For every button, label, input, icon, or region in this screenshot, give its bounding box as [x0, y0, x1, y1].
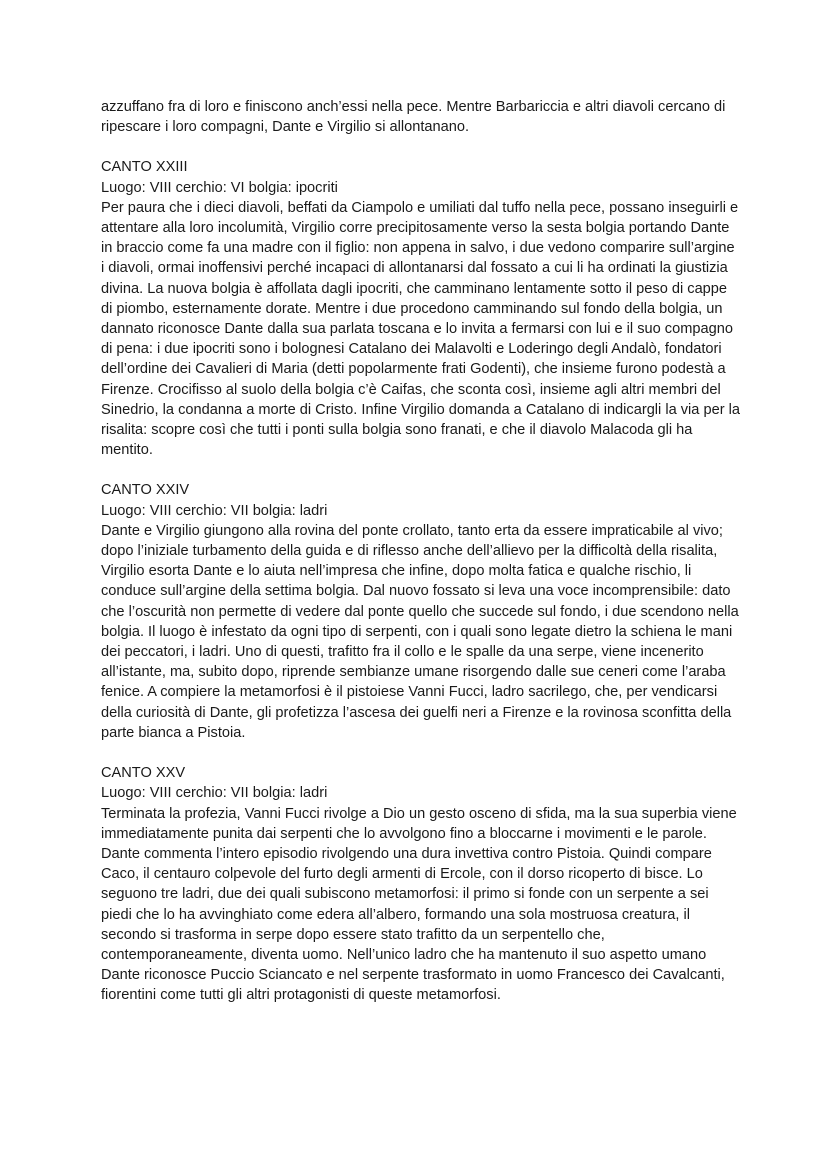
- document-page: [101, 97, 741, 1006]
- canto-luogo: Luogo: VIII cerchio: VII bolgia: ladri: [101, 502, 328, 519]
- canto-summary: Terminata la profezia, Vanni Fucci rivolge a Dio un gesto osceno di sfida, ma la sua superbia viene immediatamente punita dai serpenti che lo avvolgono fino a bloccarne i movimenti e le parole. Dante commenta l’intero episodio rivolgendo una dura invettiva contro Pistoia. Quindi compare Caco, il centauro colpevole del furto degli armenti di Ercole, con il dorso ricoperto di bisce. Lo seguono tre ladri, due dei quali subiscono metamorfosi: il primo si fonde con un serpente a sei piedi che lo ha avvinghiato come edera all’albero, formando una sola mostruosa creatura, il secondo si trasforma in serpe dopo essere stato trafitto da un serpentello che, contemporaneamente, diventa uomo. Nell’unico ladro che ha mantenuto il suo aspetto umano Dante riconosce Puccio Sciancato e nel serpente trasformato in uomo Francesco dei Cavalcanti, fiorentini come tutti gli altri protagonisti di queste metamorfosi.: [101, 805, 737, 1004]
- canto-summary: Dante e Virgilio giungono alla rovina del ponte crollato, tanto erta da essere impraticabile al vivo; dopo l’iniziale turbamento della guida e di riflesso anche dell’allievo per la difficoltà della risalita, Virgilio esorta Dante e lo aiuta nell’impresa che infine, dopo molta fatica e qualche rischio, li conduce sull’argine della settima bolgia. Dal nuovo fossato si leva una voce incomprensibile: dato che l’oscurità non permette di vedere dal ponte quello che succede sul fondo, i due scendono nella bolgia. Il luogo è infestato da ogni tipo di serpenti, con i quali sono legate dietro la schiena le mani dei peccatori, i ladri. Uno di questi, trafitto fra il collo e le spalle da una serpe, viene incenerito all’istante, ma, subito dopo, riprende sembianze umane risorgendo dalle sue ceneri come l’araba fenice. A compiere la metamorfosi è il pistoiese Vanni Fucci, ladro sacrilego, che, per vendicarsi della curiosità di Dante, gli profetizza l’ascesa dei guelfi neri a Firenze e la rovinosa sconfitta della parte bianca a Pistoia.: [101, 522, 739, 741]
- intro-paragraph: azzuffano fra di loro e finiscono anch’essi nella pece. Mentre Barbariccia e altri diavoli cercano di ripescare i loro compagni, Dante e Virgilio si allontanano.: [101, 99, 726, 136]
- canto-title: CANTO XXIII: [101, 159, 188, 176]
- canto-title: CANTO XXV: [101, 765, 186, 782]
- canto-luogo: Luogo: VIII cerchio: VI bolgia: ipocriti: [101, 179, 338, 196]
- canto-title: CANTO XXIV: [101, 482, 190, 499]
- canto-luogo: Luogo: VIII cerchio: VII bolgia: ladri: [101, 785, 328, 802]
- canto-section-xxv: [101, 763, 741, 1005]
- canto-section-xxiii: [101, 157, 741, 460]
- canto-summary: Per paura che i dieci diavoli, beffati da Ciampolo e umiliati dal tuffo nella pece, possano inseguirli e attentare alla loro incolumità, Virgilio corre precipitosamente verso la sesta bolgia portando Dante in braccio come fa una madre con il figlio: non appena in salvo, i due vedono comparire sull’argine i diavoli, ormai inoffensivi perché incapaci di allontanarsi dal fossato a cui li ha ordinati la giustizia divina. La nuova bolgia è affollata dagli ipocriti, che camminano lentamente sotto il peso di cappe di piombo, esternamente dorate. Mentre i due procedono camminando sul fondo della bolgia, un dannato riconosce Dante dalla sua parlata toscana e lo invita a fermarsi con lui e il suo compagno di pena: i due ipocriti sono i bolognesi Catalano dei Malavolti e Loderingo degli Andalò, fondatori dell’ordine dei Cavalieri di Maria (detti popolarmente frati Godenti), che insieme furono podestà a Firenze. Crocifisso al suolo della bolgia c’è Caifas, che sconta così, insieme agli altri membri del Sinedrio, la condanna a morte di Cristo. Infine Virgilio domanda a Catalano di indicargli la via per la risalita: scopre così che tutti i ponti sulla bolgia sono franati, e che il diavolo Malacoda gli ha mentito.: [101, 199, 740, 459]
- canto-section-xxiv: [101, 480, 741, 743]
